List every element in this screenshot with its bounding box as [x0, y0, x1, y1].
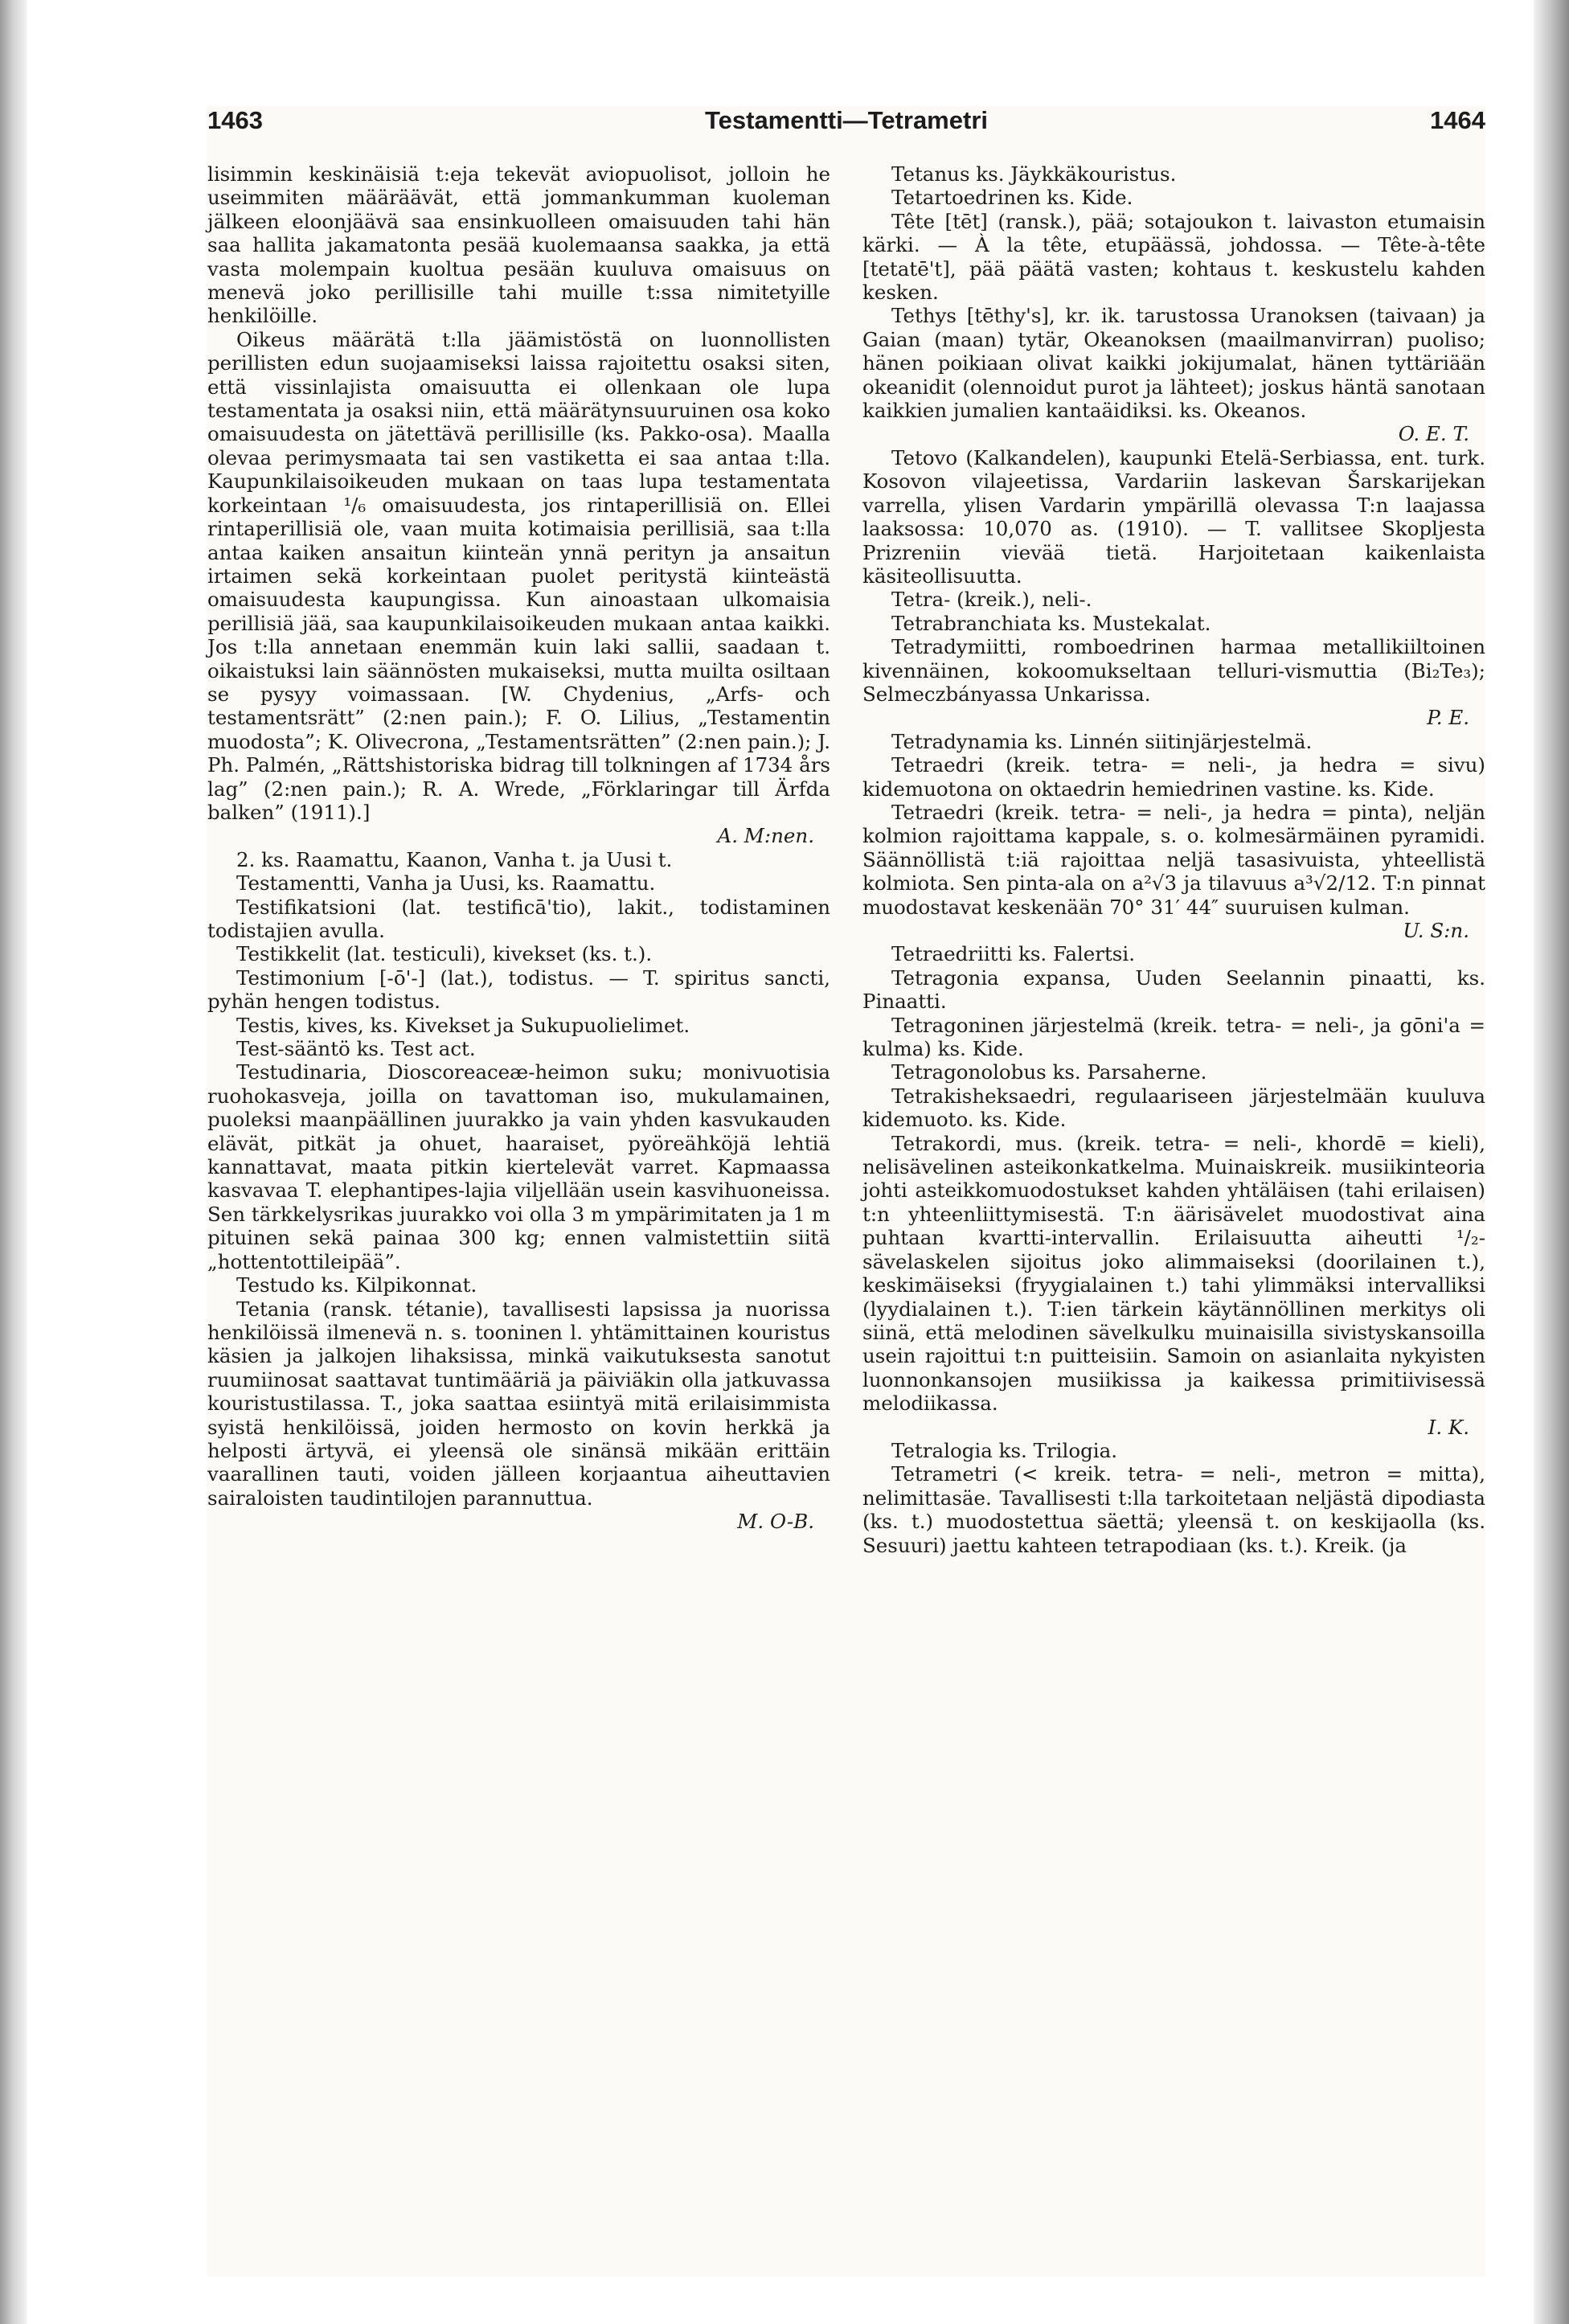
author-signature: A. M:nen.	[717, 824, 814, 848]
entry-tethys: Tethys [tēthy's], kr. ik. tarustossa Uranoksen (taivaan) ja Gaian (maan) tytär, Okeanoksen (maailmanvirran) puoliso; hänen poikiaan olivat kaikki jokijumalat, hänen tyttäriään okeanidit (olennoidut purot ja lähteet); joskus häntä sanotaan kaikkien jumalien kantaäidiksi. ks. Okeanos.	[862, 304, 1485, 423]
entry-tetartoedrinen: Tetartoedrinen ks. Kide.	[891, 186, 1133, 210]
running-title: Testamentti—Tetrametri	[705, 106, 988, 134]
entry-paragraph: Oikeus määrätä t:lla jäämistöstä on luonnollisten perillisten edun suojaamiseksi laissa rajoitettu osaksi siten, että vissinlajista omaisuutta ei ollenkaan ole lupa testamentata ja osaksi niin, että määrätynsuuruinen osa koko omaisuudesta on jätettävä perillisille (ks. Pakko-osa). Maalla olevaa perimysmaata tai sen vastiketta ei saa antaa t:lla. Kaupunkilaisoikeuden mukaan on taas lupa testamentata korkeintaan ¹/₆ omaisuudesta, jos rintaperillisiä on. Ellei rintaperillisiä ole, vaan muita kotimaisia perillisiä, saa t:lla antaa kaiken ansaitun kiinteän ynnä perityn ja ansaitun irtaimen sekä korkeintaan puolet peritystä kiinteästä omaisuudesta kaupungissa. Kun ainoastaan ulkomaisia perillisiä jää, saa kaupunkilaisoikeuden mukaan antaa kaikki. Jos t:lla annetaan enemmän kuin laki sallii, saadaan t. oikaistuksi lain säännösten mukaiseksi, mutta muilta osiltaan se pysyy voimassaan. [W. Chydenius, „Arfs- och testamentsrätt” (2:nen pain.); F. O. Lilius, „Testamentin muodosta”; K. Olivecrona, „Testamentsrätten” (2:nen pain.); J. Ph. Palmén, „Rättshistoriska bidrag till tolkningen af 1734 års lag” (2:nen pain.); R. A. Wrede, „Förklaringar till Ärfda balken” (1911).]	[207, 327, 830, 824]
entry-testamentti: Testamentti, Vanha ja Uusi, ks. Raamattu.	[236, 871, 656, 896]
scan-page-edge-left	[0, 0, 27, 2324]
entry-tetrametri: Tetrametri (< kreik. tetra- = neli-, metron = mitta), nelimittasäe. Tavallisesti t:lla tarkoitetaan neljästä dipodiasta (ks. t.) muodostettua säettä; yleensä t. on keskijaolla (ks. Sesuuri) jaettu kahteen tetrapodiaan (ks. t.). Kreik. (ja	[862, 1462, 1485, 1557]
page-number-right: 1464	[1430, 106, 1485, 134]
entry-continuation: lisimmin keskinäisiä t:eja tekevät aviopuolisot, jolloin he useimmiten määräävät, että jommankumman kuoleman jälkeen eloonjäävä saa ensinkuolleen omaisuuden tahi hän saa hallita jakamatonta pesää kuolemaansa saakka, ja että vasta molempain kuoltua pesään kuuluva omaisuus on menevä joko perillisille tahi muille t:ssa nimitetyille henkilöille.	[207, 162, 830, 328]
entry-testudo: Testudo ks. Kilpikonnat.	[236, 1273, 477, 1297]
entry-testifikatsioni: Testifikatsioni (lat. testificā'tio), lakit., todistaminen todistajien avulla.	[207, 895, 830, 942]
author-signature: I. K.	[1428, 1415, 1469, 1439]
right-column	[862, 162, 1485, 1557]
entry-tetragonia: Tetragonia expansa, Uuden Seelannin pinaatti, ks. Pinaatti.	[862, 965, 1485, 1014]
entry-testudinaria: Testudinaria, Dioscoreaceæ-heimon suku; monivuotisia ruohokasveja, joilla on tavattoman iso, mukulamainen, puoleksi maanpäällinen juurakko ja vain yhden kasvukauden elävät, pitkät ja ohuet, haaraiset, pyöreähköjä lehtiä kannattavat, maata pitkin kiertelevät varret. Kapmaassa kasvavaa T. elephantipes-lajia viljellään usein kasvihuoneissa. Sen tärkkelysrikas juurakko voi olla 3 m ympärimitaten ja 1 m pituinen sekä painaa 300 kg; ennen valmistettiin siitä „hottentottileipää”.	[207, 1060, 830, 1273]
entry-tetrakisheksaedri: Tetrakisheksaedri, regulaariseen järjestelmään kuuluva kidemuoto. ks. Kide.	[862, 1084, 1485, 1132]
encyclopedia-page	[207, 106, 1485, 2277]
entry-tetraedri-2: Tetraedri (kreik. tetra- = neli-, ja hedra = pinta), neljän kolmion rajoittama kappale, s. o. kolmesärmäinen pyramidi. Säännöllistä t:iä rajoittaa neljä tasasivuista, yhteellistä kolmiota. Sen pinta-ala on a²√3 ja tilavuus a³√2/12. T:n pinnat muodostavat keskenään 70° 31′ 44″ suuruisen kulman.	[862, 800, 1485, 919]
entry-tetradymiitti: Tetradymiitti, romboedrinen harmaa metallikiiltoinen kivennäinen, kokoomukseltaan telluri-vismuttia (Bi₂Te₃); Selmeczbányassa Unkarissa.	[862, 635, 1485, 706]
entry-testikkelit: Testikkelit (lat. testiculi), kivekset (ks. t.).	[236, 942, 653, 966]
author-signature: U. S:n.	[1403, 919, 1469, 942]
left-column	[207, 162, 830, 1534]
entry-testis: Testis, kives, ks. Kivekset ja Sukupuolielimet.	[236, 1013, 690, 1037]
entry-tete: Tête [tēt] (ransk.), pää; sotajoukon t. laivaston etumaisin kärki. — À la tête, etupäässä, johdossa. — Tête-à-tête [tetatē't], pää päätä vasten; kohtaus t. keskustelu kahden kesken.	[862, 209, 1485, 305]
entry-tetrabranchiata: Tetrabranchiata ks. Mustekalat.	[891, 611, 1211, 635]
scan-page-edge-right	[1534, 0, 1569, 2324]
entry-tetraedriitti: Tetraedriitti ks. Falertsi.	[891, 942, 1136, 966]
entry-tetrakordi: Tetrakordi, mus. (kreik. tetra- = neli-, khordē = kieli), nelisävelinen asteikonkatkelma. Muinaiskreik. musiikinteoria johti asteikkomuodostukset kahden yhtäläisen (tahi erilaisen) t:n yhteenliittymisestä. T:n äärisävelet muodostivat aina puhtaan kvartti-intervallin. Erilaisuutta aiheutti ¹/₂-sävelaskelen sijoitus joko alimmaiseksi (doorilainen t.), keskimäiseksi (fryygialainen t.) tahi ylimmäksi intervalliksi (lyydialainen t.). T:ien tärkein käytännöllinen merkitys oli siinä, että melodinen sävelkulku muinaisilla sivistyskansoilla usein rajoittui t:n puitteisiin. Samoin on asianlaita nykyisten luonnonkansojen musiikissa ja kaikessa primitiivisessä melodiikassa.	[862, 1131, 1485, 1416]
entry-sub: 2. ks. Raamattu, Kaanon, Vanha t. ja Uusi t.	[236, 847, 673, 871]
entry-tetralogia: Tetralogia ks. Trilogia.	[891, 1438, 1117, 1462]
entry-tetraedri-1: Tetraedri (kreik. tetra- = neli-, ja hedra = sivu) kidemuotona on oktaedrin hemiedrinen vastine. ks. Kide.	[862, 753, 1485, 801]
entry-tetradynamia: Tetradynamia ks. Linnén siitinjärjestelmä.	[891, 729, 1313, 753]
entry-tetra: Tetra- (kreik.), neli-.	[891, 588, 1092, 612]
author-signature: M. O-B.	[737, 1510, 814, 1534]
entry-tetovo: Tetovo (Kalkandelen), kaupunki Etelä-Serbiassa, ent. turk. Kosovon vilajeetissa, Vardariin laskevan Šarskarijekan varrella, ylisen Vardarin ympärillä olevassa T:n laajassa laaksossa: 10,070 as. (1910). — T. vallitsee Skopljesta Prizreniin vievää tietä. Harjoitetaan kaikenlaista käsiteollisuutta.	[862, 445, 1485, 588]
entry-tetragoninen: Tetragoninen järjestelmä (kreik. tetra- = neli-, ja gōni'a = kulma) ks. Kide.	[862, 1013, 1485, 1061]
page-header	[207, 106, 1485, 138]
entry-tetragonolobus: Tetragonolobus ks. Parsaherne.	[891, 1060, 1207, 1084]
page-number-left: 1463	[207, 106, 263, 134]
entry-tetanus: Tetanus ks. Jäykkäkouristus.	[891, 162, 1177, 186]
entry-tetania: Tetania (ransk. tétanie), tavallisesti lapsissa ja nuorissa henkilöissä ilmenevä n. s. tooninen l. yhtämittainen kouristus käsien ja jalkojen lihaksissa, minkä vaikutuksesta sanotut ruumiinosat saattavat tuntimääriä ja päiviäkin olla jatkuvassa kouristustilassa. T., joka saattaa esiintyä mitä erilaisimmista syistä henkilöissä, joiden hermosto on kovin herkkä ja helposti ärtyvä, ei yleensä ole sinänsä mikään erittäin vaarallinen tauti, voiden jälleen korjaantua aiheuttavien sairaloisten taudintilojen parannuttua.	[207, 1297, 830, 1510]
author-signature: P. E.	[1427, 706, 1469, 730]
author-signature: O. E. T.	[1398, 422, 1469, 446]
entry-testimonium: Testimonium [-ō'-] (lat.), todistus. — T. spiritus sancti, pyhän hengen todistus.	[207, 965, 830, 1014]
entry-test-saanto: Test-sääntö ks. Test act.	[236, 1037, 476, 1061]
